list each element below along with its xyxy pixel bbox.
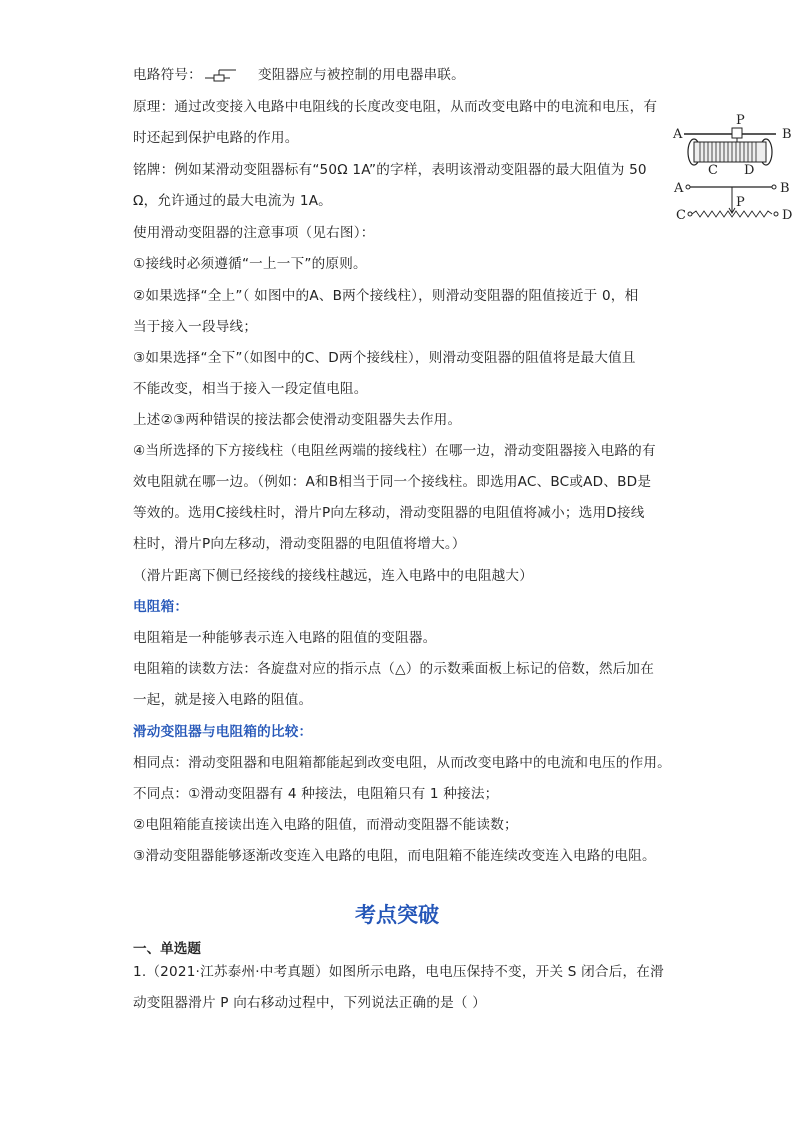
paragraph-line: 电阻箱的读数方法：各旋盘对应的指示点（△）的示数乘面板上标记的倍数，然后加在 (133, 661, 655, 677)
label-p-top: P (736, 113, 745, 128)
question-line: 1.（2021·江苏泰州·中考真题）如图所示电路，电电压保持不变，开关 S 闭合后，在滑 (133, 964, 664, 980)
paragraph-line: 时还起到保护电路的作用。 (133, 130, 299, 146)
paragraph-line: 不同点：①滑动变阻器有 4 种接法，电阻箱只有 1 种接法； (133, 786, 499, 802)
paragraph-line: 效电阻就在哪一边。（例如：A和B相当于同一个接线柱。即选用AC、BC或AD、BD是 (133, 474, 652, 490)
paragraph-line: 电阻箱是一种能够表示连入电路的阻值的变阻器。 (133, 630, 437, 646)
label-p-schematic: P (736, 195, 745, 210)
series-note: 变阻器应与被控制的用电器串联。 (257, 67, 465, 83)
paragraph-line: 原理：通过改变接入电路中电阻线的长度改变电阻，从而改变电路中的电流和电压，有 (133, 99, 658, 115)
terminal-a (686, 185, 690, 189)
label-d-top: D (744, 163, 755, 178)
symbol-label: 电路符号： (133, 67, 202, 83)
paragraph-line: （滑片距离下侧已经接线的接线柱越远，连入电路中的电阻越大） (133, 568, 534, 584)
paragraph-line: ②如果选择“全上”（ 如图中的A、B两个接线柱），则滑动变阻器的阻值接近于 0，相 (133, 288, 639, 304)
paragraph-line: ①接线时必须遵循“一上一下”的原则。 (133, 256, 367, 272)
label-a-top: A (673, 127, 683, 142)
label-b-top: B (782, 127, 792, 142)
heading-comparison: 滑动变阻器与电阻箱的比较： (133, 724, 313, 740)
paragraph-line: ②电阻箱能直接读出连入电路的阻值，而滑动变阻器不能读数； (133, 817, 518, 833)
question-line: 动变阻器滑片 P 向右移动过程中，下列说法正确的是（ ） (133, 995, 487, 1011)
rheostat-symbol-icon (204, 68, 238, 82)
label-a-schematic: A (674, 181, 684, 196)
sliding-rheostat-diagram (672, 108, 794, 230)
slider-block (732, 128, 742, 138)
paragraph-line: 使用滑动变阻器的注意事项（见右图）： (133, 225, 375, 241)
paragraph-line: 不能改变，相当于接入一段定值电阻。 (133, 381, 368, 397)
paragraph-line: 铭牌：例如某滑动变阻器标有“50Ω 1A”的字样，表明该滑动变阻器的最大阻值为 50 (133, 162, 647, 178)
paragraph-line: ④当所选择的下方接线柱（电阻丝两端的接线柱）在哪一边，滑动变阻器接入电路的有 (133, 443, 656, 459)
terminal-b (772, 185, 776, 189)
paragraph-line: Ω，允许通过的最大电流为 1A。 (133, 193, 332, 209)
heading-resistance-box: 电阻箱： (133, 599, 189, 615)
paragraph-line: 当于接入一段导线； (133, 319, 258, 335)
terminal-d (774, 212, 778, 216)
section-title: 考点突破 (355, 902, 439, 927)
resistance-coil (694, 142, 766, 162)
paragraph-line: 相同点：滑动变阻器和电阻箱都能起到改变电阻，从而改变电路中的电流和电压的作用。 (133, 755, 671, 771)
label-b-schematic: B (780, 181, 790, 196)
paragraph-line: 柱时，滑片P向左移动，滑动变阻器的电阻值将增大。） (133, 536, 466, 552)
paragraph-line: 上述②③两种错误的接法都会使滑动变阻器失去作用。 (133, 412, 462, 428)
paragraph-line: 一起，就是接入电路的阻值。 (133, 692, 313, 708)
terminal-c (688, 212, 692, 216)
label-d-schematic: D (782, 208, 793, 223)
question-type-heading: 一、单选题 (133, 941, 201, 957)
paragraph-line: ③滑动变阻器能够逐渐改变连入电路的电阻，而电阻箱不能连续改变连入电路的电阻。 (133, 848, 656, 864)
label-c-top: C (708, 163, 718, 178)
label-c-schematic: C (676, 208, 686, 223)
circuit-symbol-line (133, 66, 465, 84)
paragraph-line: ③如果选择“全下”（如图中的C、D两个接线柱），则滑动变阻器的阻值将是最大值且 (133, 350, 636, 366)
paragraph-line: 等效的。选用C接线柱时，滑片P向左移动，滑动变阻器的电阻值将减小；选用D接线 (133, 505, 645, 521)
